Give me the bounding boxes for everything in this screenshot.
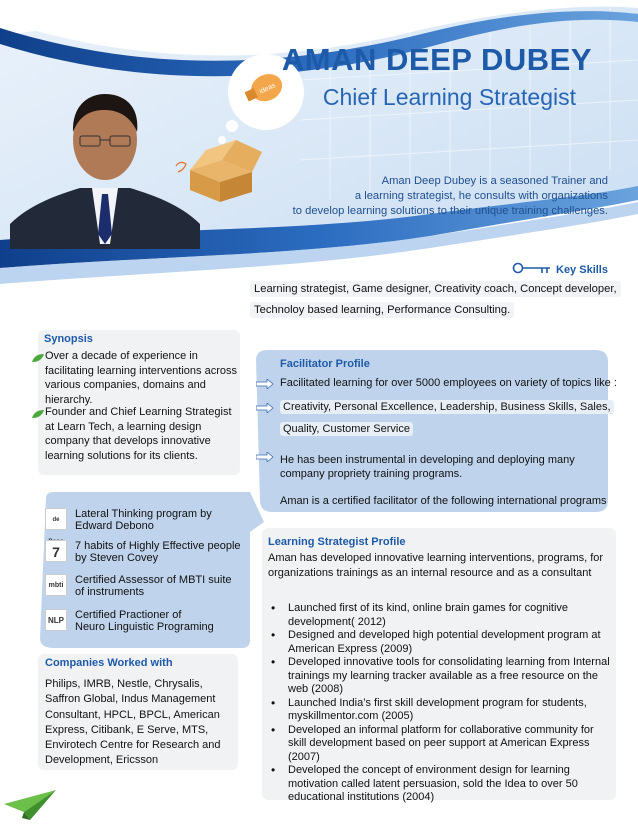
synopsis-title: Synopsis [44,333,93,345]
arrow-right-icon [256,403,274,413]
cert-item [45,508,241,538]
intro-line: Aman Deep Dubey is a seasoned Trainer and [381,175,608,187]
cert-item [45,540,241,570]
learning-strategist-title: Learning Strategist Profile [268,536,406,548]
leaf-bullet-icon [32,410,44,418]
achievements-list [268,602,610,805]
list-item: • Developed the concept of environment design for learning motivation called latent persuasion, sold the Idea to over 50 educational institutions (2004) [268,764,610,805]
cert-line: Lateral Thinking program by [75,508,212,520]
facilitator-line: Aman is a certified facilitator of the following international programs [280,495,607,507]
cert-line: Neuro Linguistic Programing [75,621,214,633]
cert-line: by Steven Covey [75,552,159,564]
list-item: • Developed an informal platform for collaborative community for skill development based on peer support at American Express (2007) [268,724,610,765]
companies-text: Philips, IMRB, Nestle, Chrysalis, Saffron Global, Indus Management Consultant, HPCL, BPCL, American Express, Citibank, E Serve, MTS, Envirotech Centre for Research and Development, Ericsson [45,678,221,767]
profile-photo [10,84,200,249]
facilitator-line: Quality, Customer Service [280,422,413,436]
debono-logo: de [45,508,67,530]
list-item: • Designed and developed high potential development program at American Express (2009) [268,629,610,656]
list-item: • Developed innovative tools for consolidating learning from Internal trainings my learning tracker available as a free resource on the web (2008) [268,656,610,697]
cert-item [45,609,241,639]
companies-section [38,654,238,770]
list-item: • Launched India’s first skill development program for students, myskillmentor.com (2005) [268,697,610,724]
facilitator-title: Facilitator Profile [280,358,370,370]
intro-text [228,174,608,219]
cert-text [75,540,245,564]
cert-line: Edward Debono [75,520,154,532]
synopsis-bullet: Over a decade of experience in facilitating learning interventions across various companies, domains and hierarchy. [45,350,237,406]
skills-line: Technoloy based learning, Performance Consulting. [250,302,514,318]
companies-title: Companies Worked with [45,657,173,669]
certifications-list [37,494,247,646]
list-item: • Launched first of its kind, online brain games for cognitive development( 2012) [268,602,610,629]
skills-line: Learning strategist, Game designer, Creativity coach, Concept developer, [250,281,621,297]
arrow-right-icon [256,379,274,389]
cert-item [45,574,241,604]
facilitator-line: company propriety training programs. [280,468,463,480]
person-role: Chief Learning Strategist [322,84,576,110]
facilitator-line: Creativity, Personal Excellence, Leadership, Business Skills, Sales, [280,400,614,414]
cert-line: of instruments [75,586,145,598]
cert-text [75,609,245,633]
facilitator-line: He has been instrumental in developing and deploying many [280,454,575,466]
cert-text [75,574,245,598]
intro-line: a learning strategist, he consults with organizations [354,190,608,202]
cert-line: Certified Assessor of MBTI suite [75,574,232,586]
person-name: AMAN DEEP DUBEY [281,42,592,77]
bulb-label: ideas [258,82,277,96]
seven-habits-logo: 7 [45,540,67,562]
cert-line: Certified Practioner of [75,609,182,621]
facilitator-line: Facilitated learning for over 5000 employees on variety of topics like : [280,377,617,389]
mbti-logo: mbti [45,574,67,596]
leaf-bullet-icon [32,354,44,362]
key-icon [512,262,552,274]
paper-plane-icon [4,790,56,820]
cert-text [75,508,245,532]
nlp-logo: NLP [45,609,67,631]
cert-line: 7 habits of Highly Effective people [75,540,241,552]
synopsis-bullet: Founder and Chief Learning Strategist at Learn Tech, a learning design company that develops innovative learning solutions for its clients. [45,406,232,462]
key-skills-title: Key Skills [556,264,608,276]
arrow-right-icon [256,452,274,462]
learning-strategist-intro: Aman has developed innovative learning interventions, programs, for organizations trainings as an internal resource and as a consultant [268,552,604,579]
intro-line: to develop learning solutions to their unique training challenges. [292,205,608,217]
